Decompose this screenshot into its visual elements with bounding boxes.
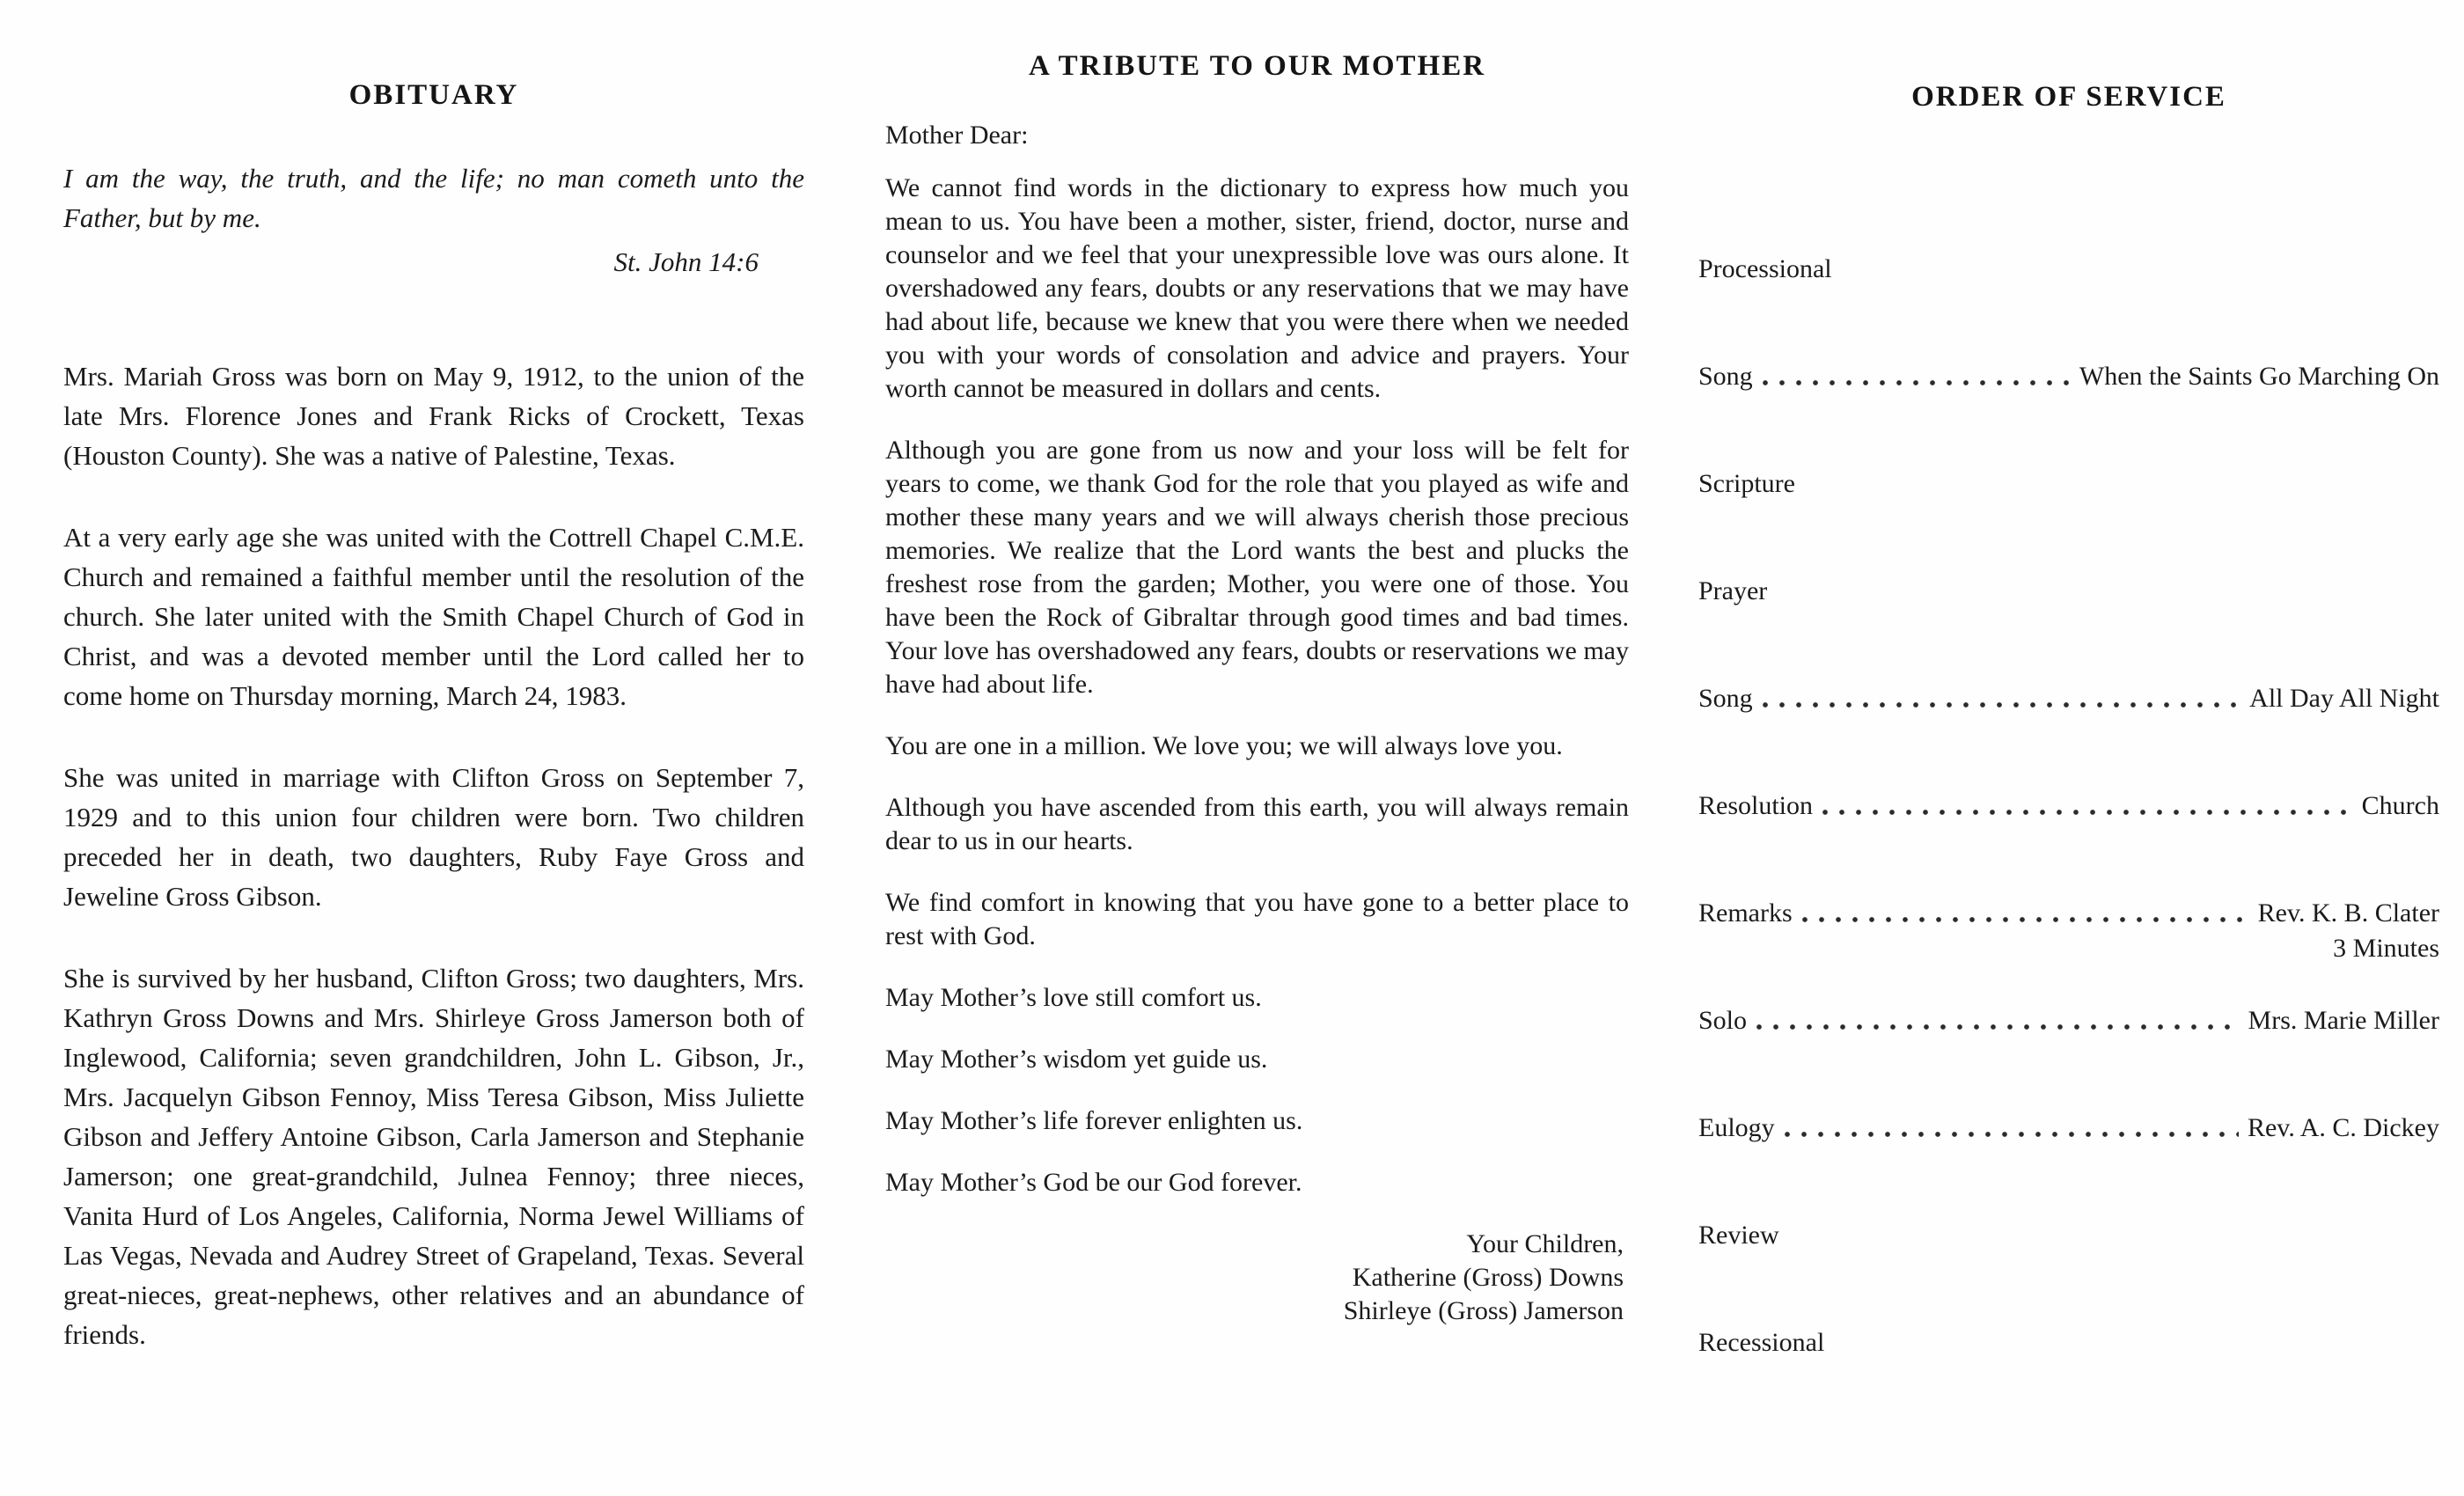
order-item-label: Song [1698,684,1753,713]
obituary-column [63,77,804,1397]
tribute-paragraph-7: May Mother’s wisdom yet guide us. [885,1045,1268,1074]
order-item-scripture-3 [1698,466,2439,574]
order-item-line [1698,359,2439,394]
order-item-recessional-11 [1698,1325,2439,1433]
obituary-title: OBITUARY [348,79,519,111]
order-item-eulogy-9 [1698,1111,2439,1218]
order-item-song-2 [1698,359,2439,466]
dotted-leader [1756,1023,2240,1031]
order-item-label: Remarks [1698,898,1793,928]
order-item-label: Resolution [1698,791,1814,820]
order-item-line [1698,896,2439,931]
order-of-service-list [1698,252,2439,1433]
signature-line-1: Your Children, [1466,1229,1624,1258]
order-item-label: Eulogy [1698,1113,1775,1142]
order-of-service-column [1698,79,2439,1433]
order-of-service-title: ORDER OF SERVICE [1911,81,2226,113]
tribute-title: A TRIBUTE TO OUR MOTHER [1028,50,1486,82]
order-item-value: Rev. A. C. Dickey [2247,1113,2439,1142]
order-item-line [1698,574,2439,609]
order-item-song-5 [1698,681,2439,788]
order-item-prayer-4 [1698,574,2439,681]
tribute-paragraph-6: May Mother’s love still comfort us. [885,983,1262,1012]
tribute-column [885,48,1629,1328]
order-item-line [1698,1111,2439,1146]
order-item-note: 3 Minutes [2333,934,2439,963]
tribute-paragraph-4: Although you have ascended from this earth, you will always remain dear to us in our hearts. [885,793,1629,855]
order-item-label: Solo [1698,1006,1748,1035]
order-item-line [1698,1218,2439,1253]
tribute-paragraph-1: We cannot find words in the dictionary to express how much you mean to us. You have been a mother, sister, friend, doctor, nurse and counselor and we feel that your unexpressible love was ours alone. It overshadowed any fears, doubts or any reservations that we may have had about life, because we knew that you were there when we needed you with your words of consolation and advice and prayers. Your worth cannot be measured in dollars and cents. [885,173,1629,403]
tribute-paragraph-9: May Mother’s God be our God forever. [885,1168,1302,1197]
tribute-paragraph-8: May Mother’s life forever enlighten us. [885,1106,1303,1135]
dotted-leader [1784,1130,2239,1139]
obituary-paragraphs [63,356,804,1354]
obituary-paragraph-1: Mrs. Mariah Gross was born on May 9, 1912, to the union of the late Mrs. Florence Jones and Frank Ricks of Crockett, Texas (Houston County). She was a native of Palestine, Texas. [63,361,804,471]
tribute-salutation: Mother Dear: [885,121,1029,150]
order-item-label: Prayer [1698,576,1768,605]
order-item-line [1698,681,2439,716]
signature-line-3: Shirleye (Gross) Jamerson [1343,1296,1624,1325]
order-item-remarks-7 [1698,896,2439,1003]
order-item-line [1698,1003,2439,1038]
order-item-label: Scripture [1698,469,1795,498]
dotted-leader [1801,915,2249,924]
tribute-signature [885,1228,1629,1328]
obituary-paragraph-3: She was united in marriage with Clifton Gross on September 7, 1929 and to this union four children were born. Two children preceded her in death, two daughters, Ruby Faye Gross and Jeweline Gross Gibson. [63,762,804,912]
order-item-value: All Day All Night [2249,684,2439,713]
order-item-processional-1 [1698,252,2439,359]
dotted-leader [1762,700,2240,709]
order-item-line [1698,788,2439,824]
tribute-paragraph-5: We find comfort in knowing that you have gone to a better place to rest with God. [885,888,1629,950]
order-item-line [1698,466,2439,502]
tribute-paragraph-3: You are one in a million. We love you; we will always love you. [885,731,1563,760]
order-item-review-10 [1698,1218,2439,1325]
obituary-epigraph: I am the way, the truth, and the life; no man cometh unto the Father, but by me. [63,163,804,233]
order-item-label: Processional [1698,254,1832,283]
order-item-label: Recessional [1698,1328,1825,1357]
order-item-line [1698,252,2439,287]
tribute-paragraphs [885,172,1629,1199]
order-item-label: Review [1698,1221,1779,1250]
order-item-line [1698,1325,2439,1360]
dotted-leader [1762,378,2071,387]
obituary-paragraph-2: At a very early age she was united with the Cottrell Chapel C.M.E. Church and remained a faithful member until the resolution of the church. She later united with the Smith Chapel Church of God in Christ, and was a devoted member until the Lord called her to come home on Thursday morning, March 24, 1983. [63,522,804,711]
order-item-value: Rev. K. B. Clater [2257,898,2439,928]
obituary-paragraph-4: She is survived by her husband, Clifton Gross; two daughters, Mrs. Kathryn Gross Downs and Mrs. Shirleye Gross Jamerson both of Inglewood, California; seven grandchildren, John L. Gibson, Jr., Mrs. Jacquelyn Gibson Fennoy, Miss Teresa Gibson, Miss Juliette Gibson and Jeffery Antoine Gibson, Carla Jamerson and Stephanie Jamerson; one great-grandchild, Julnea Fennoy; three nieces, Vanita Hurd of Los Angeles, California, Norma Jewel Williams of Las Vegas, Nevada and Audrey Street of Grapeland, Texas. Several great-nieces, great-nephews, other relatives and an abundance of friends. [63,963,804,1350]
signature-line-2: Katherine (Gross) Downs [1352,1263,1624,1292]
order-item-value: Church [2361,791,2439,820]
order-item-label: Song [1698,362,1753,391]
obituary-epigraph-attribution: St. John 14:6 [613,246,759,277]
dotted-leader [1822,808,2353,817]
tribute-paragraph-2: Although you are gone from us now and your loss will be felt for years to come, we thank God for the role that you played as wife and mother these many years and we will always cherish those precious memories. We realize that the Lord wants the best and plucks the freshest rose from the garden; Mother, you were one of those. You have been the Rock of Gibraltar through good times and bad times. Your love has overshadowed any fears, doubts or reservations we may have had about life. [885,436,1629,699]
order-item-value: When the Saints Go Marching On [2079,362,2439,391]
order-item-resolution-6 [1698,788,2439,896]
order-item-value: Mrs. Marie Miller [2248,1006,2439,1035]
order-item-solo-8 [1698,1003,2439,1111]
